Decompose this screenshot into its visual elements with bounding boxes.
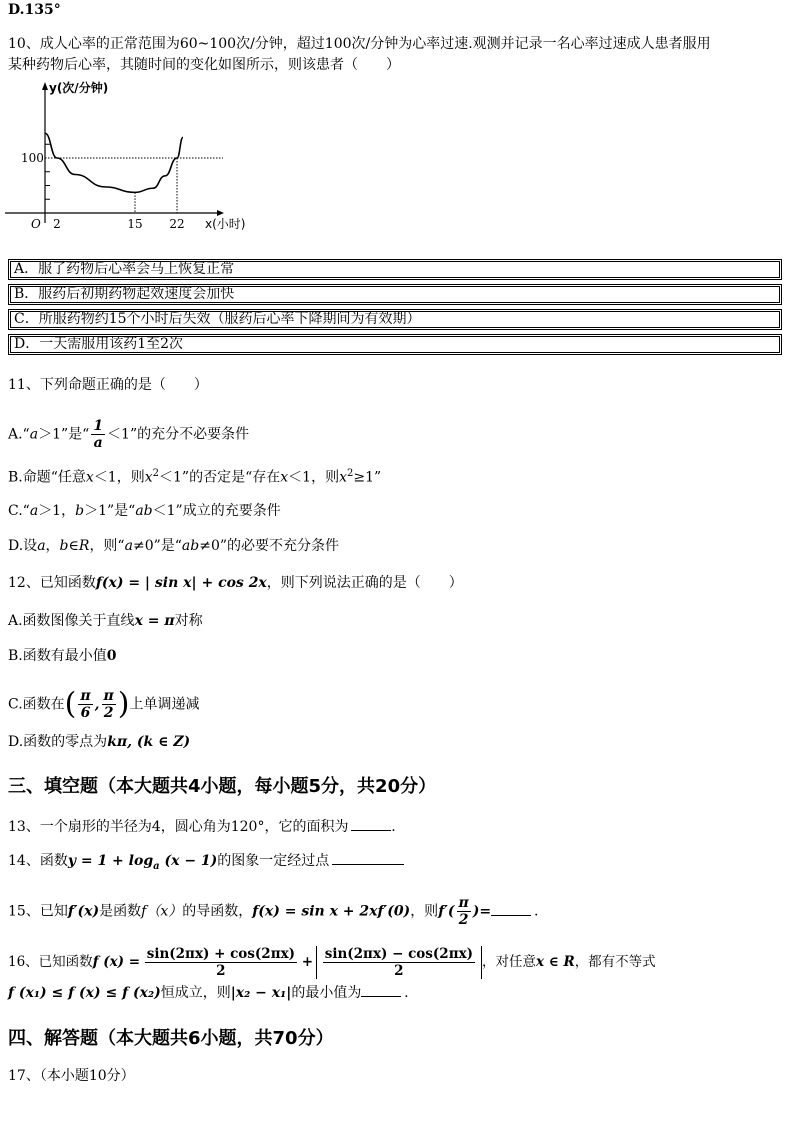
q10-line2: 某种药物后心率，其随时间的变化如图所示，则该患者（ ） [8,57,400,73]
q12-c-d2: 2 [103,705,114,721]
q13-blank [351,818,391,831]
q15-m3: f（x） [141,903,183,920]
q15 [8,895,538,928]
q10-option-a: A．服了药物后心率会马上恢复正常 [8,259,782,280]
q10-option-b: B．服药后初期药物起效速度会加快 [8,284,782,305]
q12-c-comma: , [94,696,100,713]
x-tick-label-22: 22 [169,217,185,231]
x-axis-arrow [217,210,224,216]
q14-blank [332,852,404,865]
q14-sub: a [153,860,160,872]
q16-l2-m1: f (x₁) ≤ f (x) ≤ f (x₂) [8,985,161,1001]
q10-option-d: D．一天需服用该药1至2次 [8,334,782,355]
q16-fx: f (x) = [92,954,141,970]
q13 [8,817,396,837]
y-axis-label: y(次/分钟) [49,81,109,95]
q11-b-t5: ≥1” [353,469,382,486]
q14-math: y = 1 + log [67,853,154,869]
q14-math2: (x − 1) [159,853,218,869]
q12-c-n1: π [80,688,91,704]
q11-d-a: a [37,538,46,554]
q11-b-x1: x [85,469,94,486]
q15-blank [491,903,531,916]
q11-stem: 11、下列命题正确的是（ ） [8,377,208,393]
q13-end: . [391,819,396,835]
q12-b-math: 0 [106,648,117,664]
origin-label: O [31,217,41,231]
y-tick-label-100: 100 [21,151,44,165]
q12-a-math: x = π [134,613,175,629]
q12-c-post: 上单调递减 [129,696,200,713]
q15-m6: ，则 [410,903,439,920]
q12-option-a [8,611,203,631]
q16-blank [361,984,401,997]
q12-c-frac1 [78,688,92,721]
q16-post: ，对任意 [482,954,537,970]
q12-c-d1: 6 [80,705,91,721]
q14 [8,851,404,877]
q11-a-frac-num: 1 [93,418,104,434]
q16-frac2 [323,946,475,979]
q12-option-c [8,688,199,721]
q16-l2-m2: |x₂ − x₁| [230,985,292,1001]
q11-c-t2: ＞1， [38,503,76,519]
q12-stem-pre: 12、已知函数 [8,575,96,591]
q16-d1: 2 [216,963,226,979]
q11-b-x3: x [280,469,289,486]
q11-option-b [8,464,381,488]
q10-line1: 10、成人心率的正常范围为60~100次/分钟，超过100次/分钟为心率过速.观测并记录一名心率过速成人患者服用 [8,36,711,52]
q16-end: . [404,985,409,1001]
q11-b-sup2: 2 [346,468,354,479]
q12-b-pre: B.函数有最小值 [8,648,107,664]
q17: 17、（本小题10分） [8,1068,135,1084]
q11-c-t4: ＜1”成立的充要条件 [152,503,281,519]
x-axis-label: x(小时) [205,217,246,231]
q12-c-rparen: ) [117,686,130,722]
q11-b-x2: x [144,469,153,486]
q16-post2: ，都有不等式 [574,954,656,970]
q12-stem-eq: = | sin x| + cos 2x [123,575,267,591]
q10-option-c: C．所服药物约15个小时后失效（服药后心率下降期间为有效期） [8,309,782,330]
q15-end: . [533,903,539,920]
q12-a-post: 对称 [174,613,203,629]
q15-m1: f′(x) [67,903,100,920]
q11-a-mid: ＞1”是“ [38,426,90,443]
q11-d-t2: ， [45,538,60,554]
q11-c-ab: ab [135,503,153,519]
q11-d-t3: ∈ [68,538,79,554]
q16-l2-t1: 恒成立，则 [160,985,231,1001]
q12-stem [8,573,463,593]
q11-c-a: a [29,503,39,519]
q11-d-t1: D.设 [8,538,38,554]
q11-d-a2: a [124,538,133,554]
q15-pre: 15、已知 [8,903,68,920]
q13-text: 13、一个扇形的半径为4，圆心角为120°，它的面积为 [8,819,349,835]
q11-b-x4: x [339,469,347,486]
q11-c-t3: ＞1”是“ [84,503,136,519]
q11-d-b: b [59,538,69,554]
q12-stem-fx: f(x) [95,575,124,591]
q16-l2-t2: 的最小值为 [291,985,362,1001]
q12-d-pre: D.函数的零点为 [8,734,108,750]
q11-a-pre: A.“ [8,426,30,443]
q12-option-d [8,732,190,752]
heart-rate-curve [45,133,183,192]
q12-d-math: kπ, (k ∈ Z) [107,734,191,750]
q11-d-ab: ab [181,538,200,554]
q15-m8: )= [472,903,492,920]
q11-option-a [8,418,249,451]
heart-rate-chart [5,78,255,238]
q11-c-b: b [75,503,85,519]
q11-b-t1: B.命题“任意 [8,469,86,486]
q11-c-t1: C.“ [8,503,30,519]
q11-b-t2: ＜1，则 [93,469,145,486]
q12-c-pre: C.函数在 [8,696,65,713]
q15-m2: 是函数 [99,903,142,920]
q11-a-var: a [29,426,39,443]
q11-b-t3: ＜1”的否定是“存在 [159,469,281,486]
q15-n: π [458,895,469,911]
q16-line1 [8,946,656,979]
x-tick-label-15: 15 [127,217,143,231]
section-4-title: 四、解答题（本大题共6小题，共70分） [8,1028,334,1049]
section-3-title: 三、填空题（本大题共4小题，每小题5分，共20分） [8,776,437,797]
q15-m4: 的导函数， [182,903,253,920]
q14-post: 的图象一定经过点 [217,853,330,869]
q15-m7: f′( [438,903,455,920]
y-axis-arrow [42,82,48,90]
q15-frac [457,895,471,928]
q16-d2: 2 [394,963,404,979]
q16-abs [316,946,482,979]
q16-m: x ∈ R [536,954,575,970]
q11-d-R: R [78,538,90,554]
q12-option-b [8,646,117,666]
q15-m5: f(x) = sin x + 2xf′(0) [252,903,411,920]
q14-pre: 14、函数 [8,853,68,869]
q11-b-sup1: 2 [152,468,160,479]
q16-pre: 16、已知函数 [8,954,93,970]
q11-b-t4: ＜1，则 [288,469,340,486]
q16-frac1 [145,946,297,979]
q12-stem-post: ，则下列说法正确的是（ ） [266,575,463,591]
q11-option-d [8,536,339,556]
q11-option-c [8,501,281,521]
q16-line2 [8,983,409,1003]
q12-c-frac2 [102,688,116,721]
q12-c-n2: π [103,688,114,704]
q12-a-pre: A.函数图像关于直线 [8,613,135,629]
prev-option-d: D.135° [8,2,61,18]
q16-n1: sin(2πx) + cos(2πx) [146,946,296,962]
q11-a-frac-den: a [93,435,103,451]
q12-c-lparen: ( [64,686,77,722]
q11-a-post: ＜1”的充分不必要条件 [107,426,250,443]
q11-d-t4: ，则“ [89,538,125,554]
q16-n2: sin(2πx) − cos(2πx) [324,946,474,962]
q11-a-frac [91,418,105,451]
q15-d: 2 [458,912,469,928]
q16-plus: + [301,954,314,970]
q11-d-t5: ≠0”是“ [132,538,182,554]
q11-d-t6: ≠0”的必要不充分条件 [199,538,340,554]
x-tick-label-2: 2 [53,217,61,231]
